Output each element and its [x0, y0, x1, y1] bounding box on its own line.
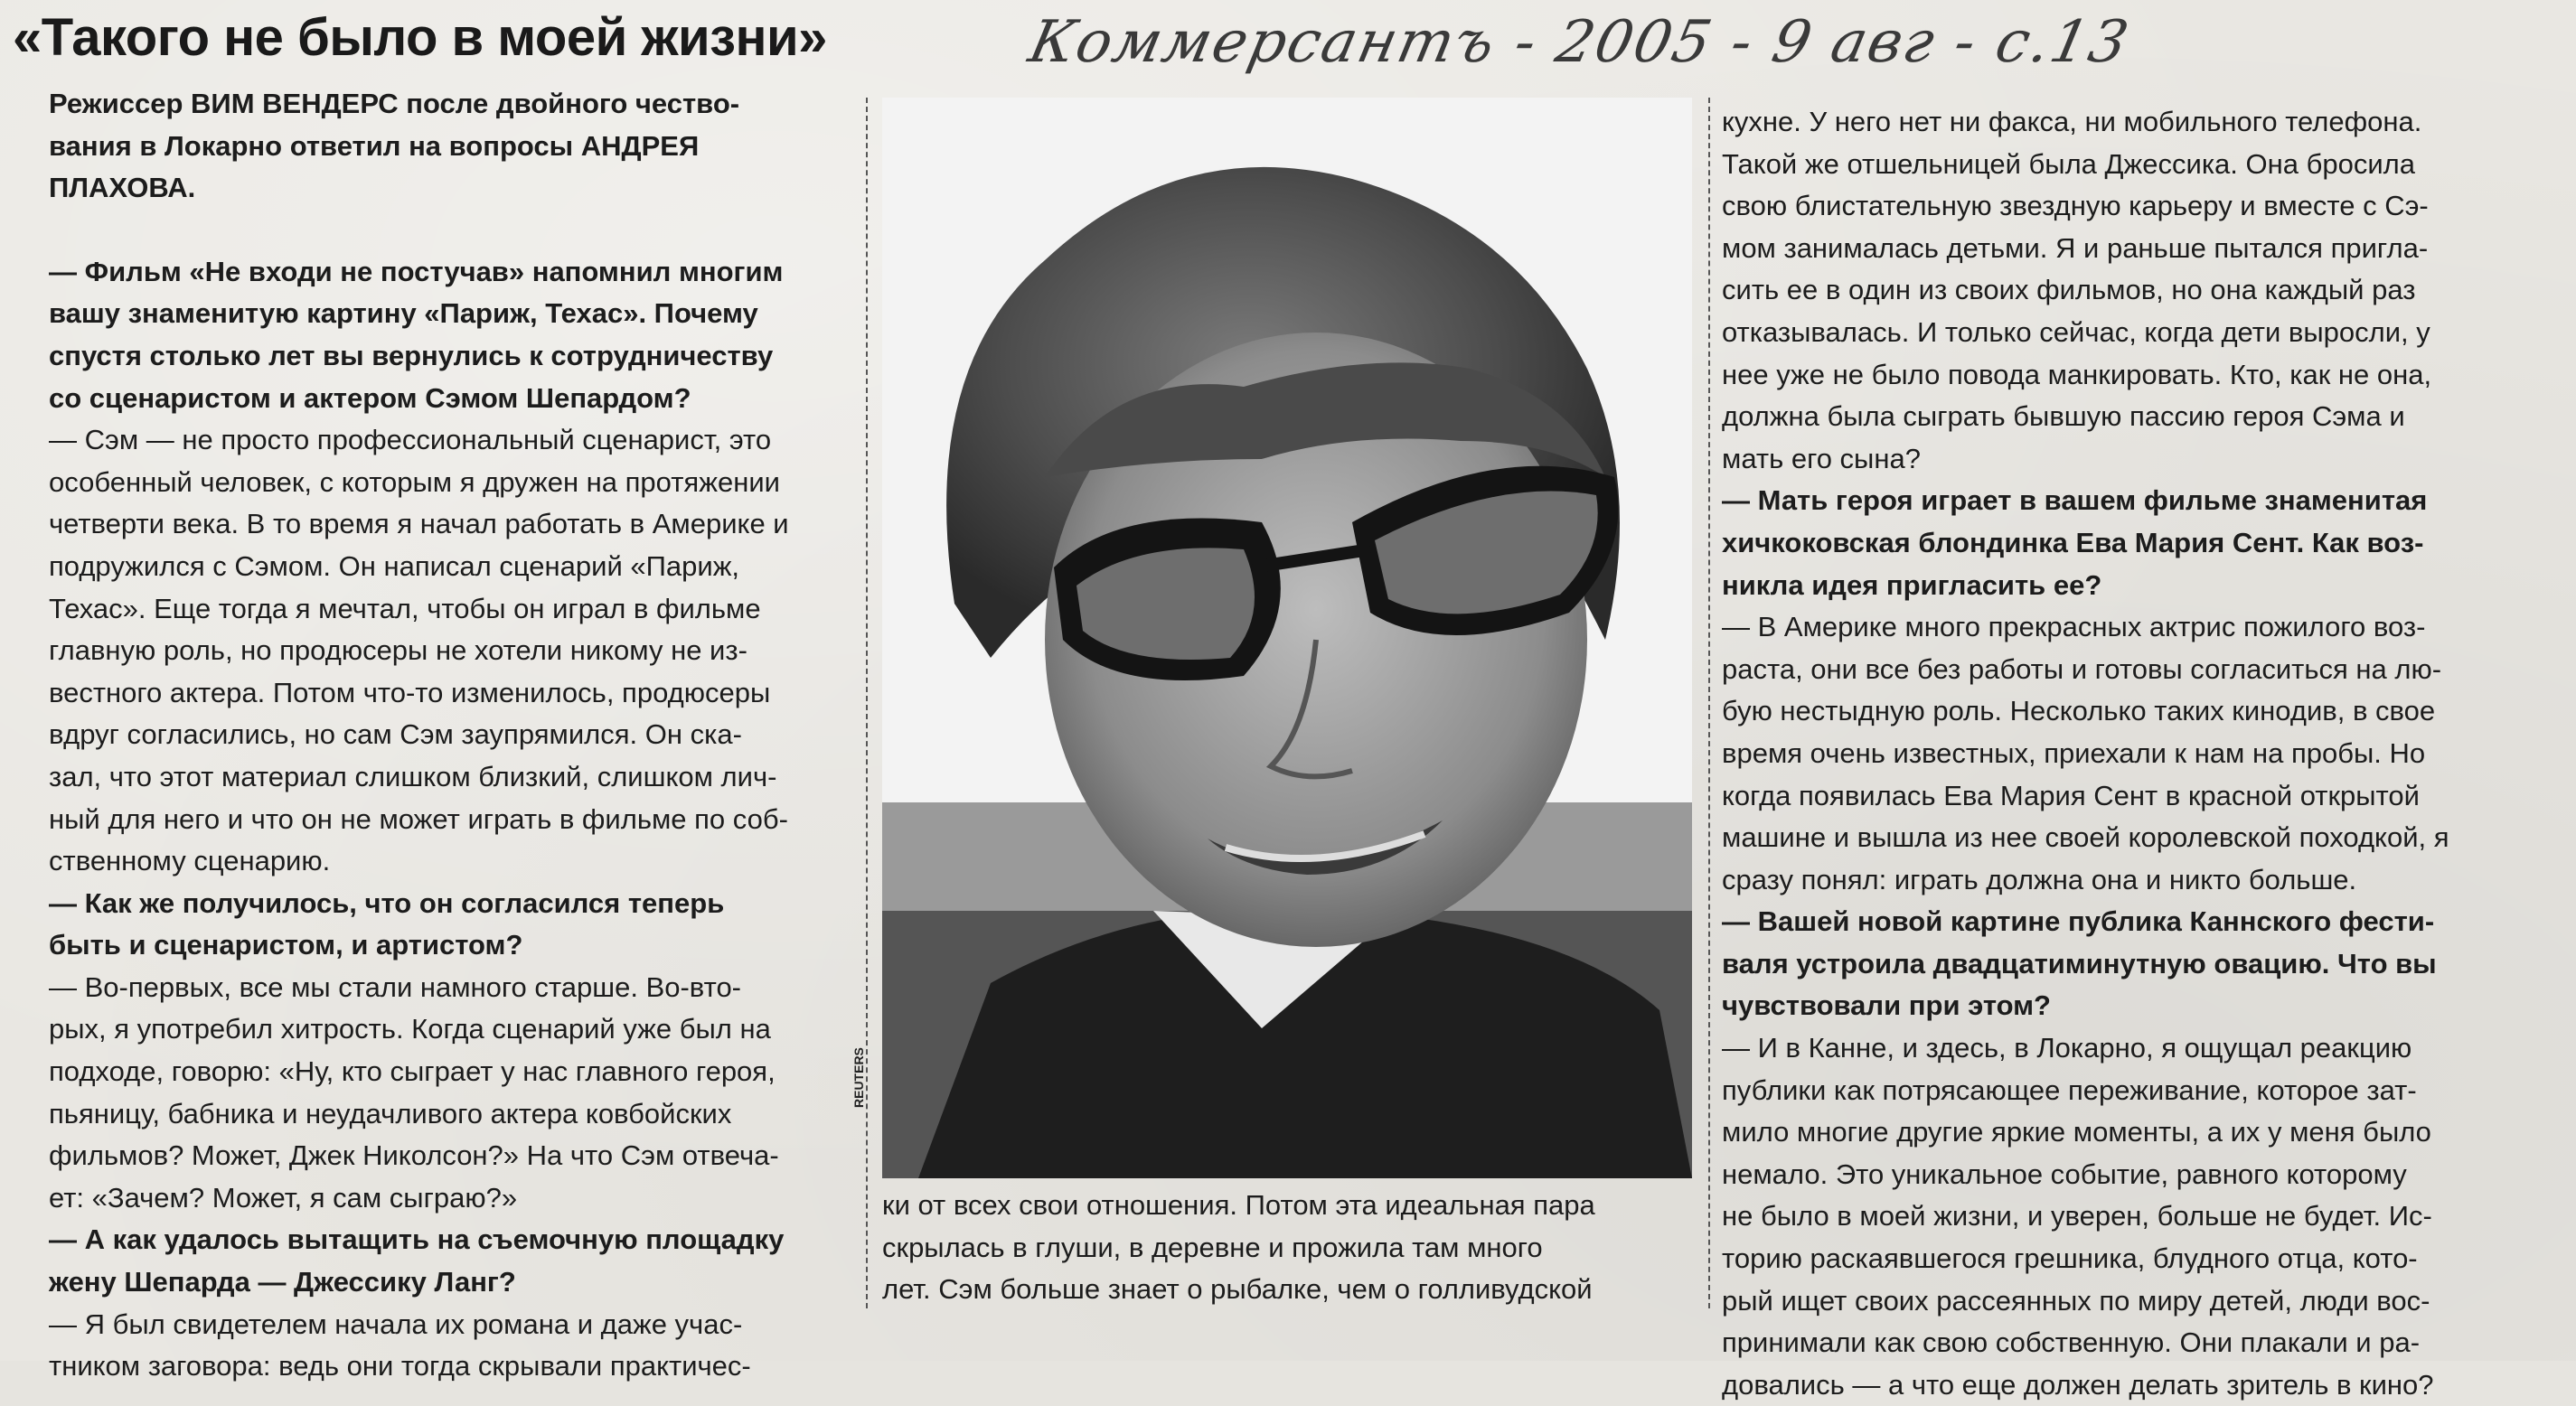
handwritten-note-text: Коммерсантъ - 2005 - 9 авг - с.13 [1023, 9, 2136, 76]
portrait-photo [882, 98, 1692, 1178]
column-3 [1722, 101, 2517, 1406]
column-divider-right [1708, 98, 1710, 1308]
answer-4: — В Америке много прекрасных актрис пожилого воз- раста, они все без работы и готовы согласиться на лю- бую нестыдную роль. Несколько таких кинодив, в свое время очень известных, приехали к нам на пробы. Но когда появилась Ева Мария Сент в красной открытой машине и вышла из нее своей королевской походкой, я сразу понял: играть должна она и никто больше. [1722, 611, 2449, 895]
answer-2: — Во-первых, все мы стали намного старше. Во-вто- рых, я употребил хитрость. Когда сценарий уже был на подходе, говорю: «Ну, кто сыграет у нас главного героя, пьяницу, бабника и неудачливого актера ковбойских фильмов? Может, Джек Николсон?» На что Сэм отвеча- ет: «Зачем? Может, я сам сыграю?» [49, 970, 779, 1214]
question-3: — А как удалось вытащить на съемочную площадку жену Шепарда — Джессику Ланг? [49, 1223, 785, 1298]
column-divider-left [866, 98, 868, 1308]
answer-3-continued: ки от всех свои отношения. Потом эта идеальная пара скрылась в глуши, в деревне и прожила там много лет. Сэм больше знает о рыбалке, чем о голливудской [882, 1189, 1595, 1306]
question-2: — Как же получилось, что он согласился теперь быть и сценаристом, и артистом? [49, 886, 725, 961]
question-5: — Вашей новой картине публика Каннского фести- валя устроила двадцатиминутную овацию. Что вы чувствовали при этом? [1722, 905, 2437, 1022]
handwritten-note [1023, 4, 2136, 81]
column-1 [49, 83, 853, 1388]
column-2-continuation [882, 1185, 1696, 1311]
photo-credit: REUTERS [851, 1047, 866, 1108]
answer-3-start: — Я был свидетелем начала их романа и даже учас- тником заговора: ведь они тогда скрывали практичес- [49, 1308, 751, 1383]
lead-paragraph [49, 83, 853, 210]
headline: «Такого не было в моей жизни» [13, 8, 827, 67]
lead-director-name: ВИМ ВЕНДЕРС [191, 88, 399, 119]
answer-5: — И в Канне, и здесь, в Локарно, я ощущал реакцию публики как потрясающее переживание, которое зат- мило многие другие яркие моменты, а их у меня было немало. Это уникальное событие, равного которому не было в моей жизни, и уверен, больше не будет. Ис- торию раскаявшегося грешника, блудного отца, кото- рый ищет своих рассеянных по миру детей, люди вос- принимали как свою собственную. Они плакали и ра- довались — а что еще должен делать зритель в кино? [1722, 1032, 2434, 1401]
lead-mid: после двойного чество- вания в Локарно ответил на вопросы [49, 88, 740, 162]
question-1: — Фильм «Не входи не постучав» напомнил многим вашу знаменитую картину «Париж, Техас». Почему спустя столько лет вы вернулись к сотрудничеству со сценаристом и актером Сэмом Шепардом? [49, 255, 784, 414]
lead-pre: Режиссер [49, 88, 192, 119]
question-4: — Мать героя играет в вашем фильме знаменитая хичкоковская блондинка Ева Мария Сент. Как воз- никла идея пригласить ее? [1722, 484, 2428, 601]
portrait-illustration [882, 98, 1692, 1178]
lead-author-name: АНДРЕЯ ПЛАХОВА. [49, 129, 700, 204]
answer-3-end: кухне. У него нет ни факса, ни мобильного телефона. Такой же отшельницей была Джессика. Она бросила свою блистательную звездную карьеру и вместе с Сэ- мом занималась детьми. Я и раньше пытался пригла- сить ее в один из своих фильмов, но она каждый раз отказывалась. И только сейчас, когда дети выросли, у нее уже не было повода манкировать. Кто, как не она, должна была сыграть бывшую пассию героя Сэма и мать его сына? [1722, 106, 2432, 474]
answer-1: — Сэм — не просто профессиональный сценарист, это особенный человек, с которым я дружен на протяжении четверти века. В то время я начал работать в Америке и подружился с Сэмом. Он написал сценарий «Париж, Техас». Еще тогда я мечтал, чтобы он играл в фильме главную роль, но продюсеры не хотели никому не из- вестного актера. Потом что-то изменилось, продюсеры вдруг согласились, но сам Сэм заупрямился. Он ска- зал, что этот материал слишком близкий, слишком лич- ный для него и что он не может играть в фильме по соб- ственному сценарию. [49, 424, 789, 877]
